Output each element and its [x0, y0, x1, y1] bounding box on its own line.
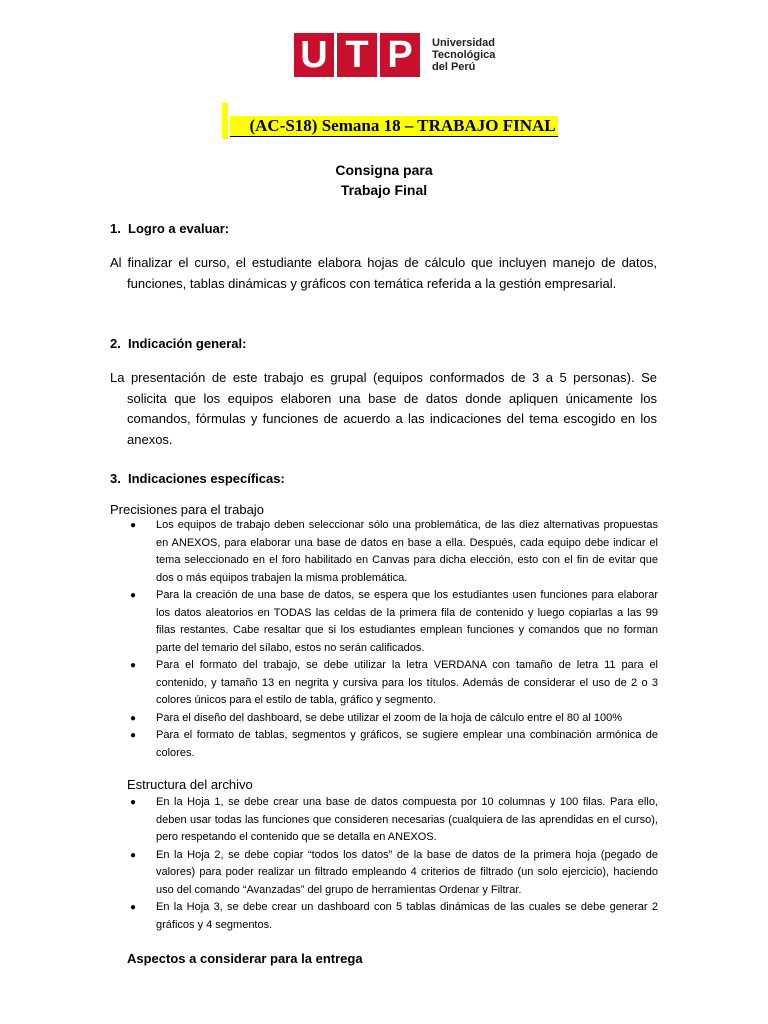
list-item	[130, 727, 658, 762]
heading-line-1: Consigna para	[335, 162, 433, 178]
bullet-icon: ●	[130, 590, 137, 601]
bullet-icon: ●	[130, 660, 137, 671]
logo-line-1: Universidad	[432, 37, 495, 49]
bullet-icon: ●	[130, 520, 137, 531]
list-item-text: Los equipos de trabajo deben seleccionar sólo una problemática, de las diez alternativas propuestas en ANEXOS, para elaborar una base de datos en base a ella. Después, cada equipo debe indicar el tema seleccionado en el foro habilitado en Canvas para dicha elección, esto con el fin de evitar que dos o más equipos trabajen la misma problemática.	[156, 519, 658, 584]
logo-letter-t: T	[337, 33, 377, 77]
list-item	[130, 587, 658, 657]
section-1-number: 1.	[110, 221, 121, 236]
section-1-text: Al finalizar el curso, el estudiante elabora hojas de cálculo que incluyen manejo de datos, funciones, tablas dinámicas y gráficos con temática referida a la gestión empresarial.	[110, 255, 657, 291]
section-3-number: 3.	[110, 471, 121, 486]
list-item-text: Para el formato del trabajo, se debe utilizar la letra VERDANA con tamaño de letra 11 para el contenido, y tamaño 13 en negrita y cursiva para los títulos. Además de considerar el uso de 2 o 3 colores únicos para el estilo de tabla, gráfico y segmento.	[156, 659, 658, 706]
list-item	[130, 794, 658, 847]
logo-line-2: Tecnológica	[432, 49, 496, 61]
logo-university-name	[432, 37, 495, 73]
section-2-text: La presentación de este trabajo es grupal (equipos conformados de 3 a 5 personas). Se solicita que los equipos elaboren una base de datos donde apliquen únicamente los comandos, fórmulas y funciones de acuerdo a las indicaciones del tema escogido en los anexos.	[110, 370, 657, 447]
list-item-text: Para el diseño del dashboard, se debe utilizar el zoom de la hoja de cálculo entre el 80 al 100%	[156, 711, 622, 724]
title-highlight-bar	[222, 103, 228, 139]
list-item-text: En la Hoja 3, se debe crear un dashboard con 5 tablas dinámicas de las cuales se debe generar 2 gráficos y 4 segmentos.	[156, 901, 658, 931]
section-1-title: Logro a evaluar:	[128, 221, 230, 236]
bullet-icon: ●	[130, 730, 137, 741]
list-item	[130, 657, 658, 710]
list-item	[130, 517, 658, 587]
list-item	[130, 710, 658, 728]
section-3-heading	[110, 471, 285, 486]
list-item-text: En la Hoja 1, se debe crear una base de datos compuesta por 10 columnas y 100 filas. Para ello, deben usar todas las funciones que consideren necesarias (cualquiera de las aprendidas en el curso), pero respetando el contenido que se detalla en ANEXOS.	[156, 796, 658, 843]
utp-logo	[294, 33, 495, 77]
section-2-heading	[110, 336, 246, 351]
bullet-icon: ●	[130, 902, 137, 913]
document-title: (AC-S18) Semana 18 – TRABAJO FINAL	[230, 116, 558, 137]
precisiones-title: Precisiones para el trabajo	[110, 502, 264, 517]
section-2-title: Indicación general:	[128, 336, 247, 351]
section-1-heading	[110, 221, 229, 236]
bullet-icon: ●	[130, 712, 137, 724]
list-item-text: Para el formato de tablas, segmentos y gráficos, se sugiere emplear una combinación armónica de colores.	[156, 729, 658, 759]
list-item-text: Para la creación de una base de datos, se espera que los estudiantes usen funciones para elaborar los datos aleatorios en TODAS las celdas de la primera fila de contenido y luego copiarlas a las 99 filas restantes. Cabe resaltar que si los estudiantes emplean funciones y comandos que no forman parte del temario del sílabo, estos no serán calificados.	[156, 589, 658, 654]
bullet-icon: ●	[130, 849, 137, 861]
section-2-number: 2.	[110, 336, 121, 351]
logo-line-3: del Perú	[432, 61, 476, 73]
bullet-icon: ●	[130, 797, 137, 808]
list-item	[130, 899, 658, 934]
logo-letter-u: U	[294, 33, 334, 77]
logo-letter-p: P	[380, 33, 420, 77]
logo-letters	[294, 33, 423, 77]
list-item-text: En la Hoja 2, se debe copiar “todos los datos” de la base de datos de la primera hoja (pegado de valores) para poder realizar un filtrado empleando 4 criterios de filtrado (un solo ejercicio), haciendo uso del comando “Avanzadas” del grupo de herramientas Ordenar y Filtrar.	[156, 848, 658, 896]
list-item	[130, 847, 658, 900]
section-3-title: Indicaciones específicas:	[128, 471, 285, 486]
heading-line-2: Trabajo Final	[340, 182, 428, 198]
estructura-title: Estructura del archivo	[127, 777, 253, 792]
precisiones-list	[130, 517, 658, 762]
estructura-list	[130, 794, 658, 934]
aspectos-title: Aspectos a considerar para la entrega	[127, 951, 363, 966]
